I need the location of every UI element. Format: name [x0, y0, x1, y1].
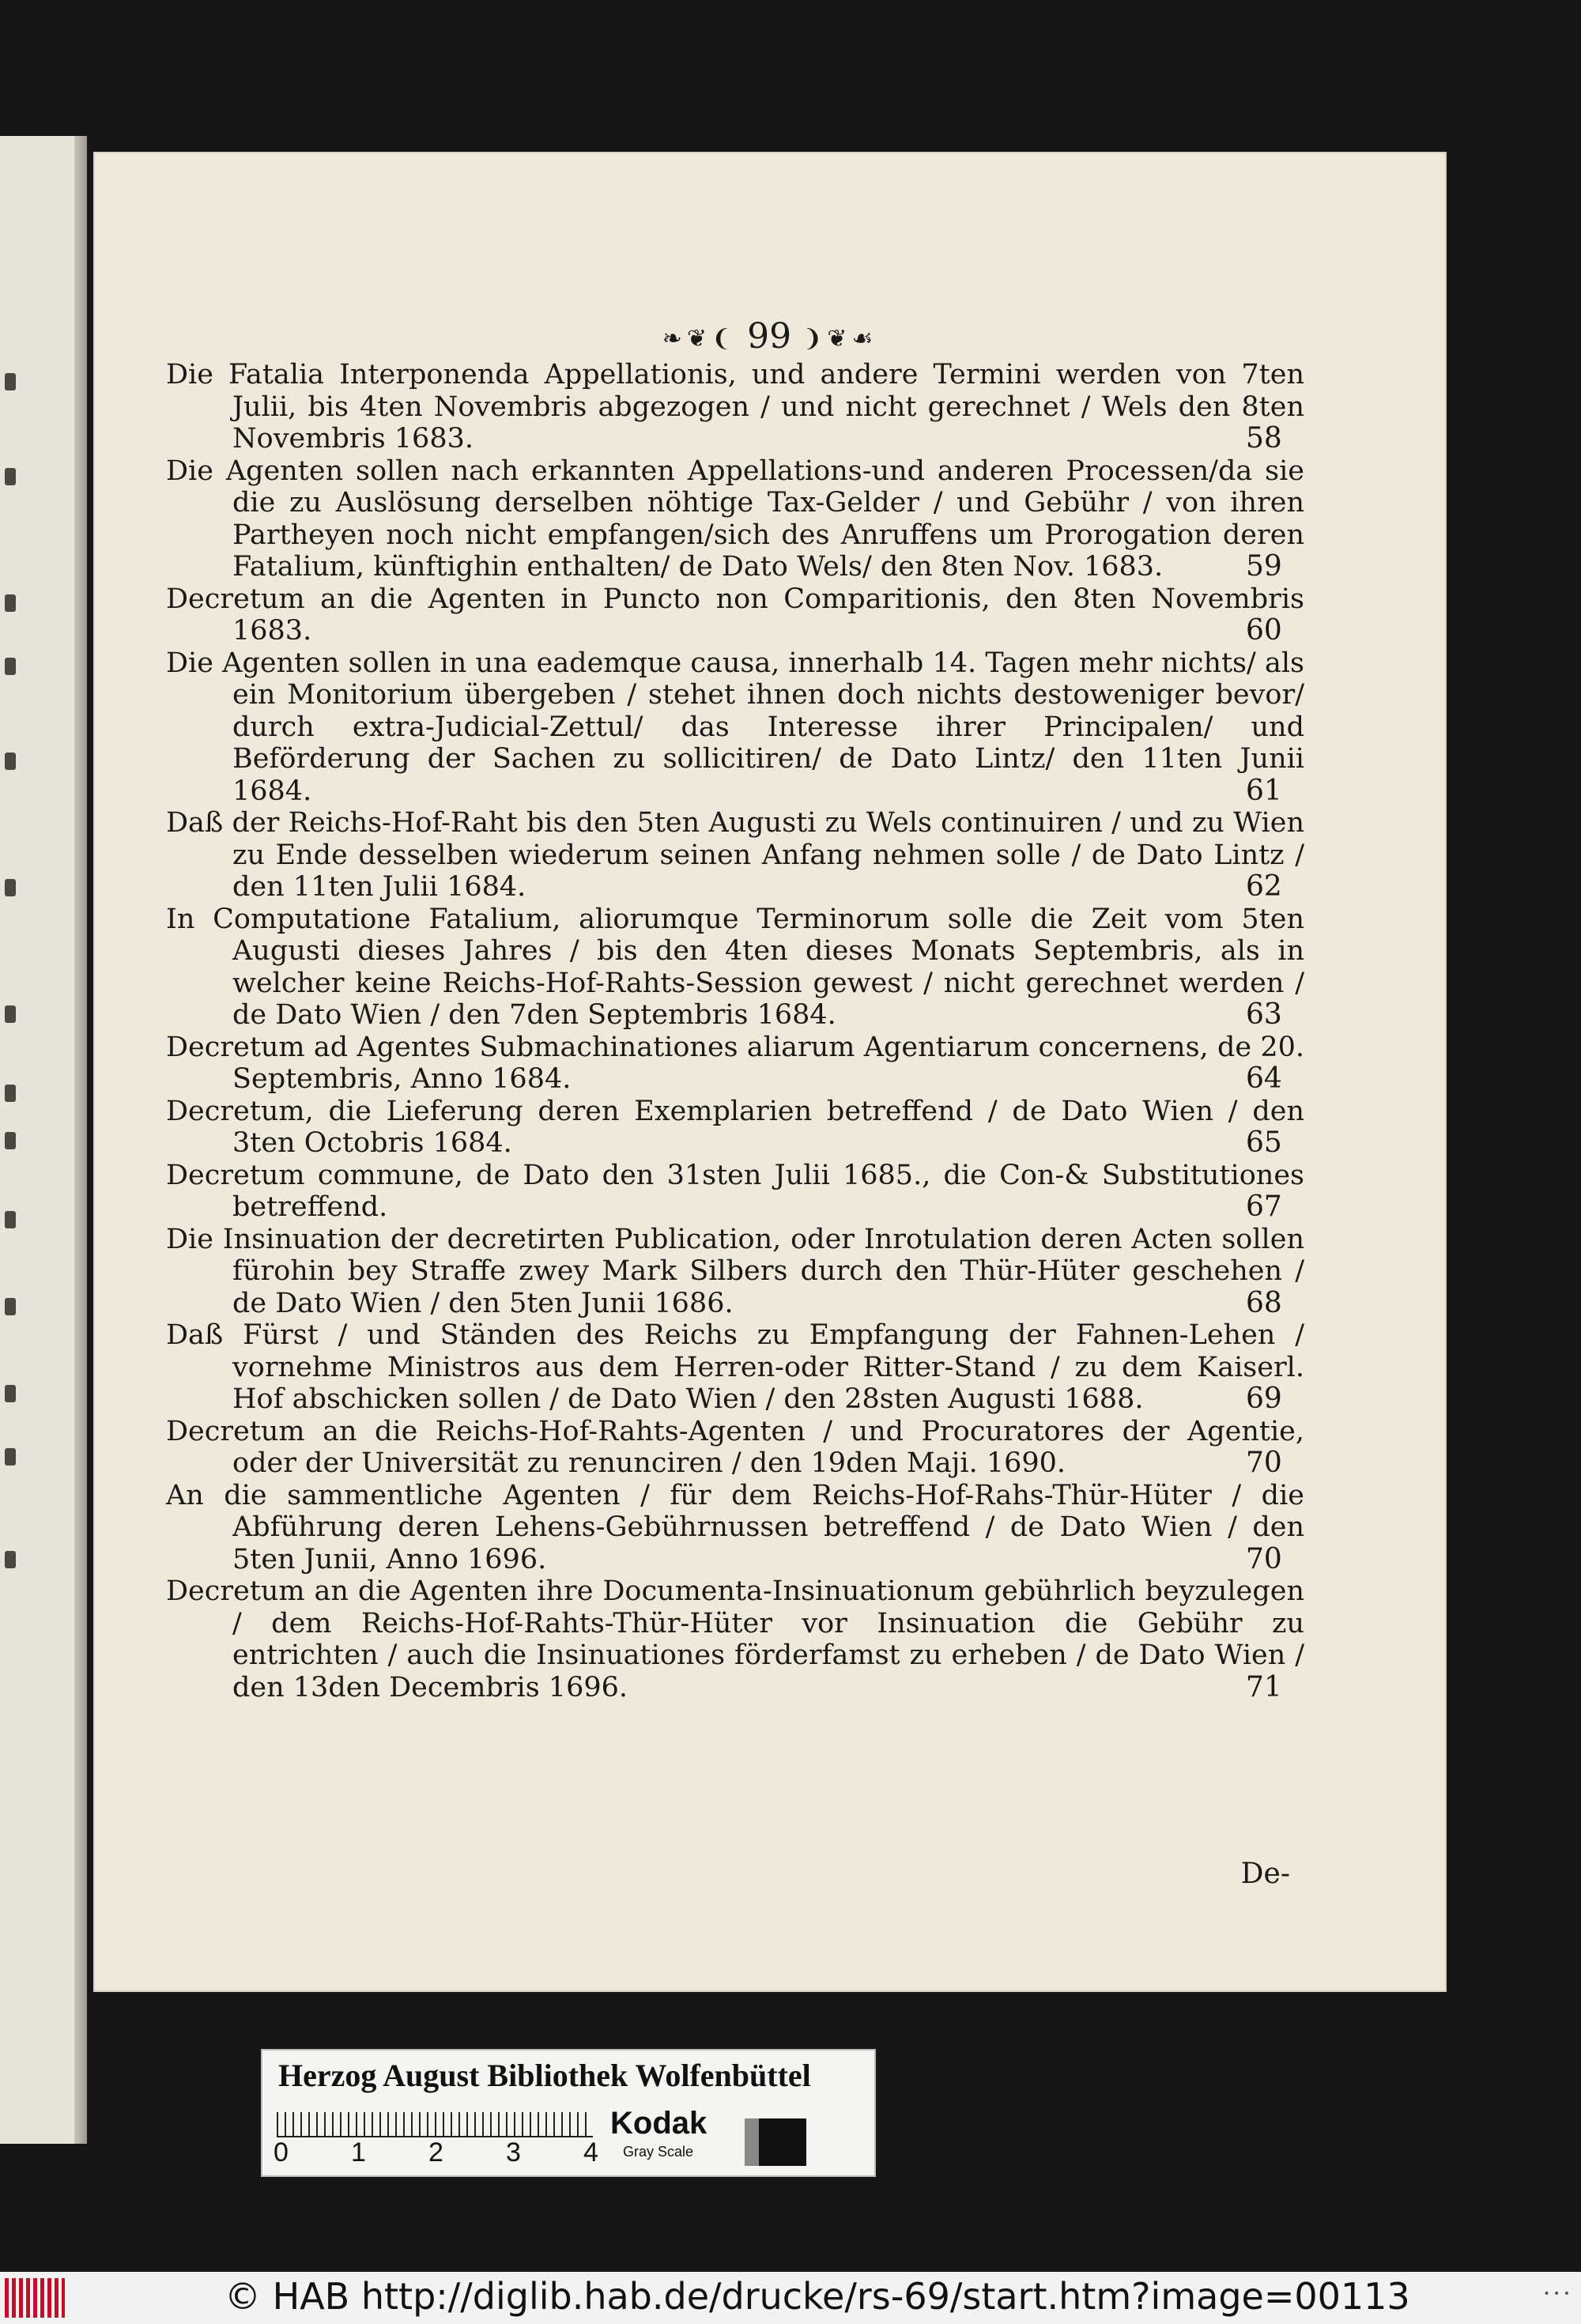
index-entries [166, 359, 1304, 1703]
book-page [93, 152, 1447, 1992]
entry-text: In Computatione Fatalium, aliorumque Terminorum solle die Zeit vom 5ten Augusti dieses Jahres / bis den 4ten dieses Monats Septembris, als in welcher keine Reichs-Hof-Rahts-Session gewest / nicht gerechnet werden / de Dato Wien / den 7den Septembris 1684. [166, 903, 1304, 1031]
entry-page-number: 64 [1246, 1062, 1282, 1095]
index-entry [166, 455, 1304, 583]
entry-text: An die sammentliche Agenten / für dem Reichs-Hof-Rahs-Thür-Hüter / die Abführung deren Lehens-Gebührnussen betreffend / de Dato Wien / den 5ten Junii, Anno 1696. [166, 1479, 1304, 1575]
entry-page-number: 70 [1246, 1542, 1282, 1575]
page-header [93, 316, 1447, 357]
ruler-number: 3 [506, 2137, 521, 2167]
institution-label: Herzog August Bibliothek Wolfenbüttel [278, 2058, 811, 2093]
entry-page-number: 58 [1246, 422, 1282, 455]
entry-text: Die Agenten sollen in una eademque causa, innerhalb 14. Tagen mehr nichts/ als ein Monitorium übergeben / stehet ihnen doch nichts destoweniger bevor/ durch extra-Judicial-Zettul/ das Interesse ihrer Principalen/ und Beförderung der Sachen zu sollicitiren/ de Dato Lintz/ den 11ten Junii 1684. [166, 647, 1304, 807]
entry-text: Die Agenten sollen nach erkannten Appellations-und anderen Processen/da sie die zu Auslösung derselben nöhtige Tax-Gelder / und Gebühr / von ihren Partheyen noch nicht empfangen/sich des Anruffens um Prorogation deren Fatalium, künftighin enthalten/ de Dato Wels/ den 8ten Nov. 1683. [166, 455, 1304, 583]
kodak-brand: Kodak [610, 2106, 707, 2141]
color-calibration-bar [261, 2049, 876, 2177]
catchword: De- [1240, 1858, 1290, 1890]
ruler-number: 4 [583, 2137, 598, 2167]
index-entry [166, 1032, 1304, 1096]
gray-patch [745, 2118, 759, 2166]
entry-text: Decretum ad Agentes Submachinationes aliarum Agentiarum concernens, de 20. Septembris, Anno 1684. [166, 1031, 1304, 1095]
hab-logo-icon [5, 2278, 65, 2318]
entry-text: Die Insinuation der decretirten Publication, oder Inrotulation deren Acten sollen fürohin bey Straffe zwey Mark Silbers durch den Thür-Hüter geschehen / de Dato Wien / den 5ten Junii 1686. [166, 1223, 1304, 1319]
ruler-number: 1 [351, 2137, 366, 2167]
ruler-numbers [274, 2137, 606, 2169]
entry-page-number: 60 [1246, 614, 1282, 647]
entry-text: Decretum an die Agenten in Puncto non Comparitionis, den 8ten Novembris 1683. [166, 583, 1304, 647]
copyright-url[interactable]: © HAB http://diglib.hab.de/drucke/rs-69/start.htm?image=00113 [225, 2275, 1410, 2318]
index-entry [166, 1160, 1304, 1224]
menu-dots-icon: • • • [1543, 2288, 1570, 2300]
entry-page-number: 70 [1246, 1447, 1282, 1479]
index-entry [166, 647, 1304, 808]
ruler-number: 0 [274, 2137, 289, 2167]
footer-bar [0, 2272, 1581, 2324]
entry-text: Decretum an die Agenten ihre Documenta-Insinuationum gebührlich beyzulegen / dem Reichs-Hof-Rahts-Thür-Hüter vor Insinuation die Gebühr zu entrichten / auch die Insinuationes förderfamst zu erheben / de Dato Wien / den 13den Decembris 1696. [166, 1575, 1304, 1703]
index-entry [166, 904, 1304, 1032]
ruler-number: 2 [428, 2137, 443, 2167]
index-entry [166, 807, 1304, 904]
index-entry [166, 583, 1304, 647]
index-entry [166, 1480, 1304, 1576]
entry-text: Die Fatalia Interponenda Appellationis, und andere Termini werden von 7ten Julii, bis 4ten Novembris abgezogen / und nicht gerechnet / Wels den 8ten Novembris 1683. [166, 359, 1304, 455]
right-ornament-icon: ❩❦☙ [802, 325, 878, 353]
entry-text: Decretum commune, de Dato den 31sten Julii 1685., die Con-& Substitutiones betreffend. [166, 1159, 1304, 1223]
entry-page-number: 71 [1246, 1670, 1282, 1703]
index-entry [166, 1575, 1304, 1703]
entry-page-number: 59 [1246, 550, 1282, 583]
index-entry [166, 1319, 1304, 1416]
entry-page-number: 69 [1246, 1383, 1282, 1415]
entry-page-number: 68 [1246, 1286, 1282, 1319]
entry-text: Daß Fürst / und Ständen des Reichs zu Empfangung der Fahnen-Lehen / vornehme Ministros aus dem Herren-oder Ritter-Stand / zu dem Kaiserl. Hof abschicken sollen / de Dato Wien / den 28sten Augusti 1688. [166, 1319, 1304, 1415]
left-ornament-icon: ❧❦❨ [662, 325, 737, 353]
index-entry [166, 1224, 1304, 1320]
entry-page-number: 62 [1246, 870, 1282, 903]
entry-text: Decretum an die Reichs-Hof-Rahts-Agenten / und Procuratores der Agentie, oder der Universität zu renunciren / den 19den Maji. 1690. [166, 1415, 1304, 1479]
left-page-marks [0, 136, 24, 2144]
ruler [277, 2112, 593, 2137]
gray-scale-label: Gray Scale [623, 2144, 694, 2160]
index-entry [166, 1416, 1304, 1480]
page-number: 99 [747, 316, 792, 357]
index-entry [166, 359, 1304, 455]
entry-text: Daß der Reichs-Hof-Raht bis den 5ten Augusti zu Wels continuiren / und zu Wien zu Ende desselben wiederum seinen Anfang nehmen solle / de Dato Lintz / den 11ten Julii 1684. [166, 807, 1304, 903]
entry-text: Decretum, die Lieferung deren Exemplarien betreffend / de Dato Wien / den 3ten Octobris 1684. [166, 1095, 1304, 1159]
entry-page-number: 67 [1246, 1190, 1282, 1223]
entry-page-number: 63 [1246, 998, 1282, 1031]
entry-page-number: 65 [1246, 1126, 1282, 1159]
black-patch [759, 2118, 806, 2166]
entry-page-number: 61 [1246, 774, 1282, 807]
index-entry [166, 1096, 1304, 1160]
